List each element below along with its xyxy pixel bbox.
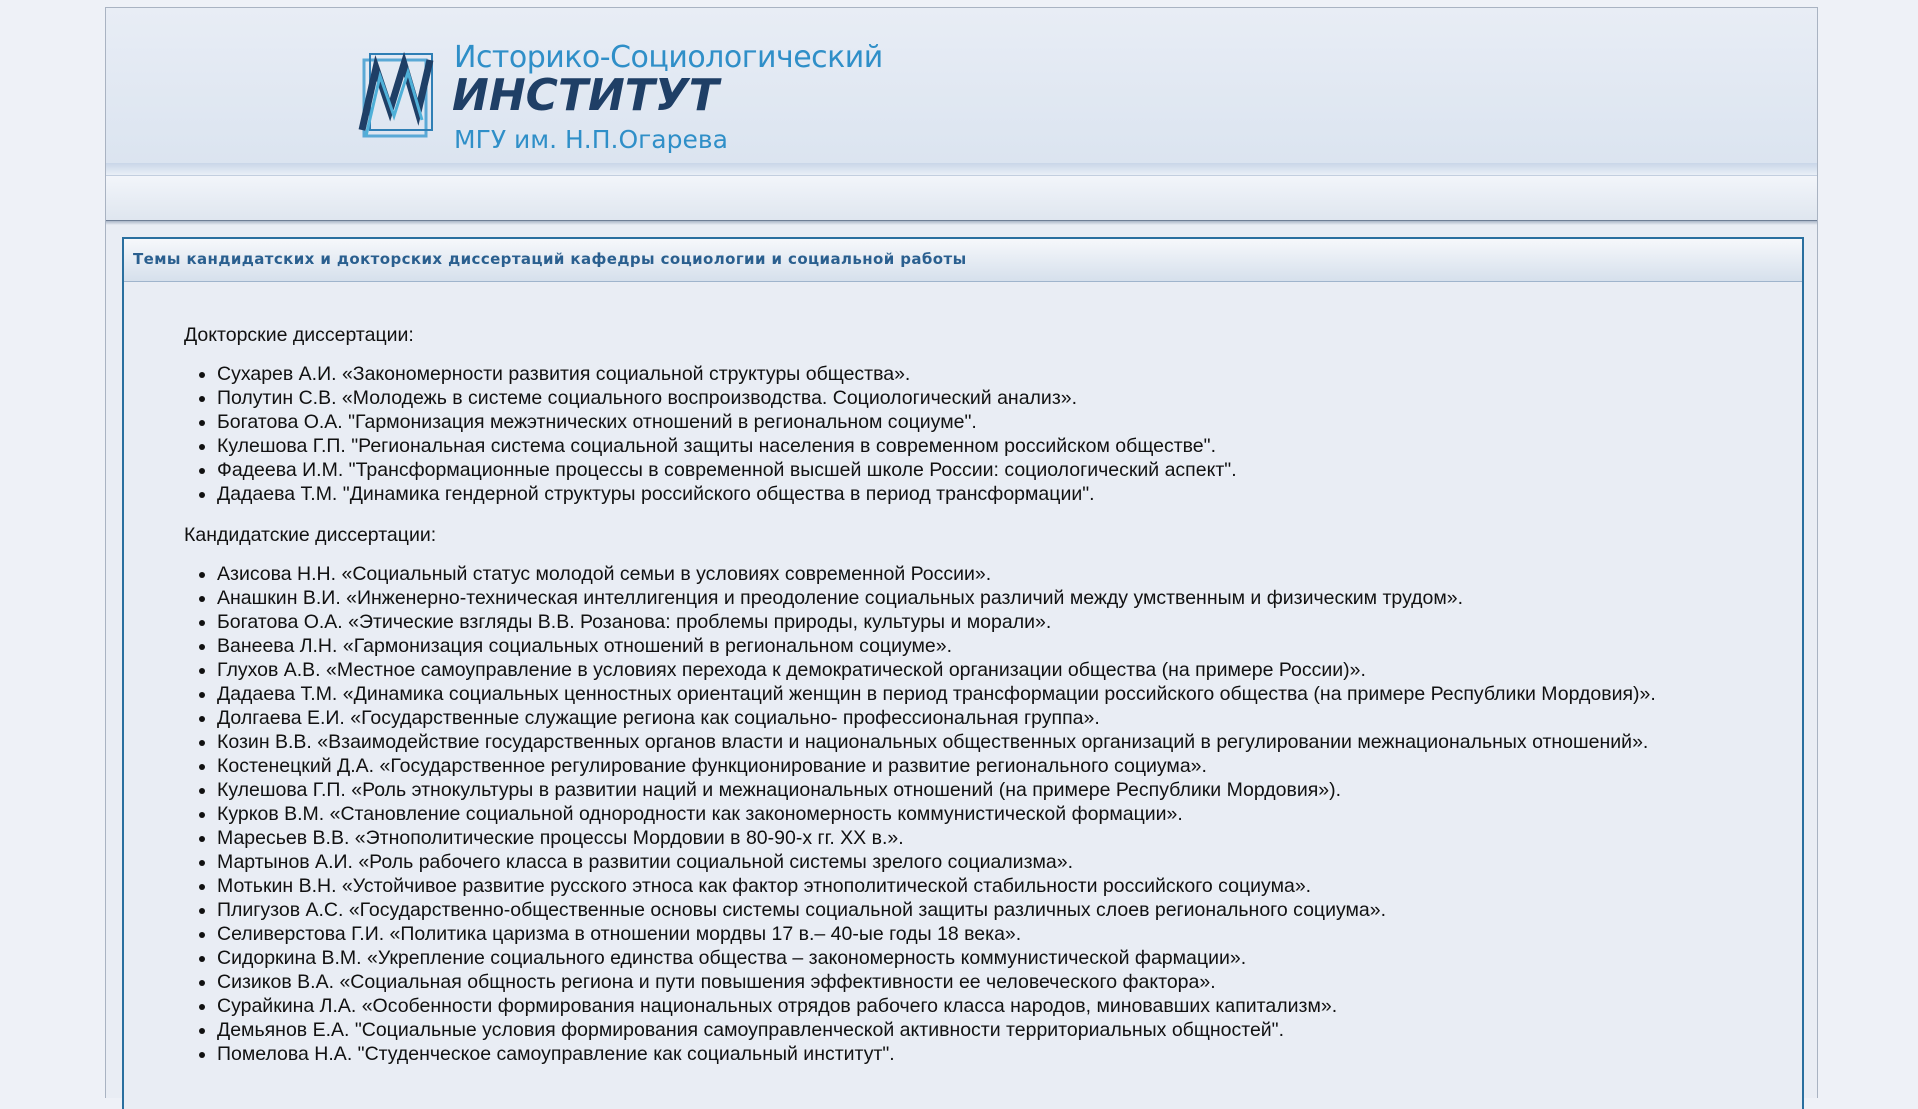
content-panel bbox=[122, 237, 1804, 1109]
list-item: • Ванеева Л.Н. «Гармонизация социальных отношений в региональном социуме». bbox=[217, 634, 1784, 658]
list-item: • Дадаева Т.М. «Динамика социальных ценностных ориентаций женщин в период трансформации российского общества (на примере Республики Мордовия)». bbox=[217, 682, 1784, 706]
list-item: • Сизиков В.А. «Социальная общность региона и пути повышения эффективности ее человеческого фактора». bbox=[217, 970, 1784, 994]
doctoral-list bbox=[184, 362, 1784, 506]
list-item: • Курков В.М. «Становление социальной однородности как закономерность коммунистической формации». bbox=[217, 802, 1784, 826]
site-header bbox=[106, 8, 1817, 166]
list-item: • Мартынов А.И. «Роль рабочего класса в развитии социальной системы зрелого социализма». bbox=[217, 850, 1784, 874]
panel-title: Темы кандидатских и докторских диссертаций кафедры социологии и социальной работы bbox=[133, 250, 967, 268]
navigation-shadow bbox=[106, 221, 1817, 225]
list-item: • Костенецкий Д.А. «Государственное регулирование функционирование и развитие регионального социума». bbox=[217, 754, 1784, 778]
logo-text-line1: Историко-Социологический bbox=[454, 40, 883, 75]
logo-text-line3: МГУ им. Н.П.Огарева bbox=[454, 125, 728, 154]
list-item: • Сухарев А.И. «Закономерности развития социальной структуры общества». bbox=[217, 362, 1784, 386]
panel-header bbox=[124, 239, 1802, 282]
panel-body bbox=[184, 323, 1784, 1083]
list-item: • Кулешова Г.П. «Роль этнокультуры в развитии наций и межнациональных отношений (на примере Республики Мордовия»). bbox=[217, 778, 1784, 802]
list-item: • Богатова О.А. «Этические взгляды В.В. Розанова: проблемы природы, культуры и морали». bbox=[217, 610, 1784, 634]
list-item: • Анашкин В.И. «Инженерно-техническая интеллигенция и преодоление социальных различий между умственным и физическим трудом». bbox=[217, 586, 1784, 610]
list-item: • Селиверстова Г.И. «Политика царизма в отношении мордвы 17 в.– 40-ые годы 18 века». bbox=[217, 922, 1784, 946]
doctoral-heading: Докторские диссертации: bbox=[184, 324, 414, 346]
list-item: • Кулешова Г.П. "Региональная система социальной защиты населения в современном российском обществе". bbox=[217, 434, 1784, 458]
site-logo[interactable] bbox=[356, 30, 883, 160]
list-item: • Азисова Н.Н. «Социальный статус молодой семьи в условиях современной России». bbox=[217, 562, 1784, 586]
list-item: • Долгаева Е.И. «Государственные служащие региона как социально- профессиональная группа». bbox=[217, 706, 1784, 730]
navigation-bar bbox=[106, 175, 1817, 222]
list-item: • Глухов А.В. «Местное самоуправление в условиях перехода к демократической организации общества (на примере России)». bbox=[217, 658, 1784, 682]
list-item: • Маресьев В.В. «Этнополитические процессы Мордовии в 80-90-х гг. XX в.». bbox=[217, 826, 1784, 850]
list-item: • Полутин С.В. «Молодежь в системе социального воспроизводства. Социологический анализ». bbox=[217, 386, 1784, 410]
site-container bbox=[105, 7, 1818, 1098]
list-item: • Мотькин В.Н. «Устойчивое развитие русского этноса как фактор этнополитической стабильности российского социума». bbox=[217, 874, 1784, 898]
logo-text-line2: ИНСТИТУТ bbox=[452, 70, 719, 121]
list-item: • Дадаева Т.М. "Динамика гендерной структуры российского общества в период трансформации". bbox=[217, 482, 1784, 506]
institute-logo-icon bbox=[356, 50, 436, 142]
list-item: • Богатова О.А. "Гармонизация межэтнических отношений в региональном социуме". bbox=[217, 410, 1784, 434]
list-item: • Сидоркина В.М. «Укрепление социального единства общества – закономерность коммунистической фармации». bbox=[217, 946, 1784, 970]
list-item: • Помелова Н.А. "Студенческое самоуправление как социальный институт". bbox=[217, 1042, 1784, 1066]
list-item: • Фадеева И.М. "Трансформационные процессы в современной высшей школе России: социологический аспект". bbox=[217, 458, 1784, 482]
list-item: • Плигузов А.С. «Государственно-общественные основы системы социальной защиты различных слоев регионального социума». bbox=[217, 898, 1784, 922]
candidate-heading: Кандидатские диссертации: bbox=[184, 524, 437, 546]
candidate-list bbox=[184, 562, 1784, 1066]
list-item: • Демьянов Е.А. "Социальные условия формирования самоуправленческой активности территориальных общностей". bbox=[217, 1018, 1784, 1042]
list-item: • Козин В.В. «Взаимодействие государственных органов власти и национальных общественных организаций в регулировании межнациональных отношений». bbox=[217, 730, 1784, 754]
list-item: • Сурайкина Л.А. «Особенности формирования национальных отрядов рабочего класса народов, миновавших капитализм». bbox=[217, 994, 1784, 1018]
